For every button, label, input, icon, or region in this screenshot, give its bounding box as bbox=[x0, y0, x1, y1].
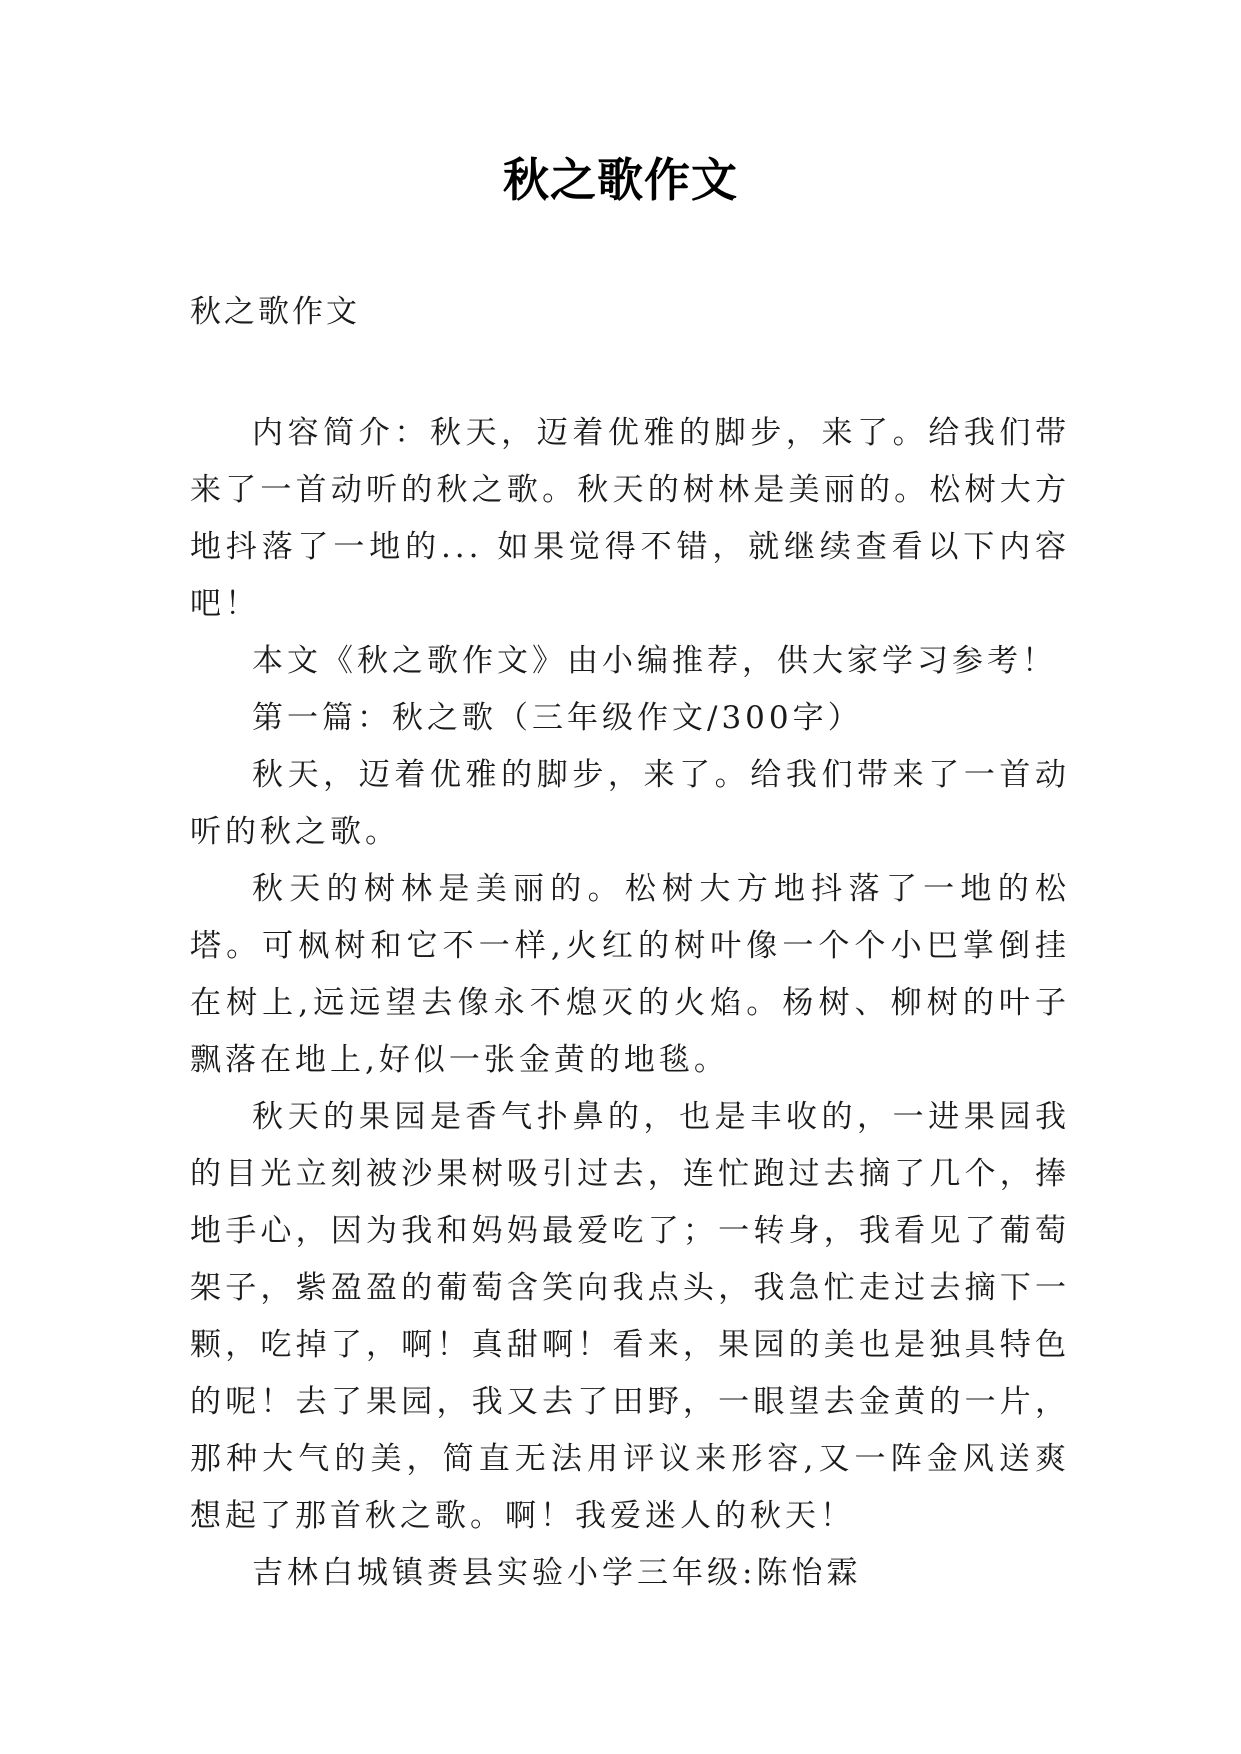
paragraph-author: 吉林白城镇赉县实验小学三年级:陈怡霖 bbox=[252, 1555, 862, 1591]
paragraph-recommendation: 本文《秋之歌作文》由小编推荐，供大家学习参考！ bbox=[252, 643, 1057, 679]
paragraph-orchard: 秋天的果园是香气扑鼻的，也是丰收的，一进果园我的目光立刻被沙果树吸引过去，连忙跑过去摘了几个，捧地手心，因为我和妈妈最爱吃了；一转身，我看见了葡萄架子，紫盈盈的葡萄含笑向我点头，我急忙走过去摘下一颗，吃掉了，啊！真甜啊！看来，果园的美也是独具特色的呢！去了果园，我又去了田野，一眼望去金黄的一片，那种大气的美，简直无法用评议来形容,又一阵金风送爽想起了那首秋之歌。啊！我爱迷人的秋天！ bbox=[190, 1099, 1070, 1534]
paragraph-intro: 秋天，迈着优雅的脚步，来了。给我们带来了一首动听的秋之歌。 bbox=[190, 757, 1070, 850]
document-title: 秋之歌作文 bbox=[503, 153, 738, 207]
paragraph-forest: 秋天的树林是美丽的。松树大方地抖落了一地的松塔。可枫树和它不一样,火红的树叶像一个个小巴掌倒挂在树上,远远望去像永不熄灭的火焰。杨树、柳树的叶子飘落在地上,好似一张金黄的地毯。 bbox=[190, 871, 1070, 1078]
paragraph-summary: 内容简介：秋天，迈着优雅的脚步，来了。给我们带来了一首动听的秋之歌。秋天的树林是美丽的。松树大方地抖落了一地的... 如果觉得不错，就继续查看以下内容吧！ bbox=[190, 415, 1070, 622]
paragraph-section-heading: 第一篇：秋之歌（三年级作文/300字） bbox=[252, 700, 863, 736]
document-body bbox=[190, 405, 1070, 1602]
document-subtitle: 秋之歌作文 bbox=[190, 294, 360, 330]
